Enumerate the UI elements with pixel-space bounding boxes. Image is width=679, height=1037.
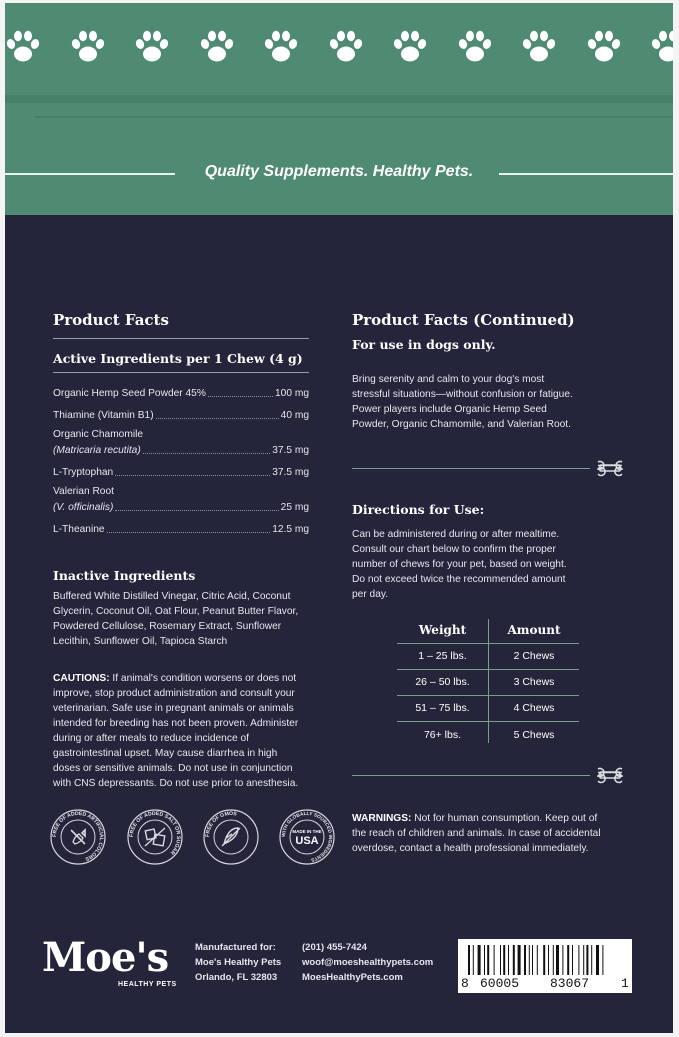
text-line: If animal's condition worsens or does not bbox=[109, 673, 297, 684]
text-line: Do not exceed twice the recommended amount bbox=[352, 574, 566, 585]
badge-usa-text: USA bbox=[295, 835, 319, 847]
table-cell-amount: 2 Chews bbox=[513, 650, 555, 662]
paw-icon bbox=[326, 27, 366, 67]
brand-subtitle: HEALTHY PETS bbox=[118, 981, 177, 988]
ingredient-name: Valerian Root bbox=[53, 486, 114, 497]
barcode-bar bbox=[518, 945, 521, 975]
left-column bbox=[53, 311, 309, 791]
email-address: woof@moeshealthypets.com bbox=[302, 957, 434, 968]
active-ingredients-heading: Active Ingredients per 1 Chew (4 g) bbox=[53, 351, 303, 366]
paw-icon bbox=[519, 27, 559, 67]
badge-made-in-text: MADE IN THE bbox=[292, 829, 322, 834]
barcode-bar bbox=[468, 945, 470, 975]
text-line: veterinarian. Safe use in pregnant animals or animals bbox=[53, 703, 294, 714]
manufactured-for-label: Manufactured for: bbox=[195, 942, 276, 953]
barcode-bar bbox=[586, 945, 588, 975]
badge-ring-text: FREE OF ADDED ARTIFICIAL COLORS bbox=[51, 810, 105, 862]
divider bbox=[352, 775, 590, 776]
package-back bbox=[5, 3, 673, 1033]
phone-number: (201) 455-7424 bbox=[302, 942, 367, 953]
paw-icon bbox=[132, 27, 172, 67]
barcode-bar bbox=[503, 945, 505, 975]
text-line: doses or sensitive animals. Do not use in conjunction bbox=[53, 763, 293, 774]
right-column bbox=[352, 311, 632, 602]
ingredient-latin: (Matricaria recutita) bbox=[53, 445, 141, 456]
warnings-text bbox=[352, 811, 632, 856]
text-line: with CNS depressants. Do not use prior to anesthesia. bbox=[53, 778, 299, 789]
ingredient-name: Organic Chamomile bbox=[53, 429, 144, 440]
contact-info bbox=[302, 940, 433, 985]
brand-name: Moe's bbox=[42, 934, 169, 981]
barcode-bar bbox=[596, 945, 599, 975]
barcode-digit: 8 bbox=[461, 976, 469, 991]
paw-icon bbox=[584, 27, 624, 67]
barcode-bar bbox=[513, 945, 515, 975]
barcode-bar bbox=[553, 945, 554, 975]
no-added-salt-sugar-badge bbox=[126, 808, 184, 866]
text-line: number of chews for your pet, based on weight. bbox=[352, 559, 567, 570]
barcode-bar bbox=[473, 945, 474, 975]
inactive-ingredients-text bbox=[53, 589, 309, 649]
barcode-digit: 1 bbox=[621, 976, 629, 991]
barcode-bar bbox=[572, 945, 573, 975]
barcode-icon bbox=[458, 939, 632, 993]
ingredient-name: Thiamine (Vitamin B1) bbox=[53, 410, 154, 421]
barcode-bars bbox=[468, 945, 622, 975]
text-line: during or after meals to reduce incidence of bbox=[53, 733, 249, 744]
paw-icon bbox=[197, 27, 237, 67]
ingredient-name: L-Theanine bbox=[53, 524, 105, 535]
directions-text bbox=[352, 527, 632, 602]
ingredient-row bbox=[53, 498, 309, 514]
ingredient-row bbox=[53, 514, 309, 536]
badge-ring-text: WITH GLOBALLY SOURCED INGREDIENTS bbox=[281, 811, 333, 862]
dogs-only-subtitle: For use in dogs only. bbox=[352, 337, 496, 352]
table-cell-amount: 4 Chews bbox=[513, 702, 555, 714]
intro-text bbox=[352, 372, 632, 432]
band-seam bbox=[35, 116, 673, 118]
tagline-text: Quality Supplements. Healthy Pets. bbox=[204, 163, 474, 180]
paw-icon bbox=[5, 27, 43, 67]
barcode-bar bbox=[524, 945, 526, 975]
text-line: per day. bbox=[352, 589, 389, 600]
text-line: intended for breeding has not been proven. Administer bbox=[53, 718, 299, 729]
product-facts-title: Product Facts bbox=[53, 311, 169, 329]
ingredient-amount: 12.5 mg bbox=[272, 524, 309, 535]
warnings-label: WARNINGS: bbox=[352, 813, 412, 824]
inactive-ingredients-heading: Inactive Ingredients bbox=[53, 568, 196, 583]
barcode-bar bbox=[487, 945, 489, 975]
table-cell-weight: 51 – 75 lbs. bbox=[415, 702, 470, 714]
ingredient-amount: 37.5 mg bbox=[272, 467, 309, 478]
product-facts-rule bbox=[53, 338, 309, 339]
barcode-bar bbox=[494, 945, 495, 975]
paw-icon bbox=[68, 27, 108, 67]
company-city: Orlando, FL 32803 bbox=[195, 972, 278, 983]
ingredient-row bbox=[53, 400, 309, 422]
barcode-bar bbox=[602, 945, 603, 975]
ingredient-row bbox=[53, 382, 309, 400]
barcode-bar bbox=[548, 945, 549, 975]
directions-heading: Directions for Use: bbox=[352, 502, 485, 517]
text-line: the reach of children and animals. In case of accidental bbox=[352, 828, 601, 839]
barcode-bar bbox=[578, 945, 579, 975]
barcode-bar bbox=[532, 945, 533, 975]
header-band bbox=[5, 3, 673, 215]
ingredient-row bbox=[53, 457, 309, 479]
table-cell-amount: 3 Chews bbox=[513, 676, 555, 688]
text-line: Bring serenity and calm to your dog's most bbox=[352, 374, 545, 385]
cautions-label: CAUTIONS: bbox=[53, 673, 110, 684]
text-line: Lecithin, Sunflower Oil, Tapioca Starch bbox=[53, 636, 228, 647]
barcode-bar bbox=[583, 945, 584, 975]
tagline-rule-right bbox=[499, 173, 673, 175]
text-line: gastrointestinal upset. May cause diarrhea in high bbox=[53, 748, 278, 759]
svg-text:FREE OF GMOS bbox=[205, 811, 238, 837]
barcode-bar bbox=[562, 945, 563, 975]
ingredient-latin: (V. officinalis) bbox=[53, 502, 114, 513]
active-ingredients-rule bbox=[53, 372, 309, 373]
table-cell-weight: 76+ lbs. bbox=[423, 729, 462, 741]
cautions-text bbox=[53, 671, 309, 791]
paw-icon bbox=[455, 27, 495, 67]
ingredient-amount: 40 mg bbox=[280, 410, 309, 421]
barcode-digit: 83067 bbox=[550, 976, 590, 991]
bone-icon bbox=[590, 458, 630, 478]
divider bbox=[352, 468, 590, 469]
free-of-gmos-badge bbox=[202, 808, 260, 866]
band-fold bbox=[5, 95, 673, 103]
company-name: Moe's Healthy Pets bbox=[195, 957, 282, 968]
website-url: MoesHealthyPets.com bbox=[302, 972, 403, 983]
table-cell-amount: 5 Chews bbox=[513, 729, 555, 741]
text-line: improve, stop product administration and consult your bbox=[53, 688, 295, 699]
barcode-digit: 60005 bbox=[480, 976, 520, 991]
bone-icon bbox=[590, 765, 630, 785]
barcode-bar bbox=[508, 945, 509, 975]
text-line: Consult our chart below to confirm the proper bbox=[352, 544, 556, 555]
ingredient-amount: 25 mg bbox=[280, 502, 309, 513]
product-facts-continued-title: Product Facts (Continued) bbox=[352, 311, 575, 329]
barcode-bar bbox=[537, 945, 538, 975]
paw-icon bbox=[261, 27, 301, 67]
table-cell-weight: 1 – 25 lbs. bbox=[418, 650, 467, 662]
no-artificial-colors-badge bbox=[49, 808, 107, 866]
ingredient-name: L-Tryptophan bbox=[53, 467, 114, 478]
manufacturer-info bbox=[195, 940, 281, 985]
tagline-rule-left bbox=[5, 173, 175, 175]
text-line: Powder, Organic Chamomile, and Valerian Root. bbox=[352, 419, 571, 430]
text-line: stressful situations—without confusion or fatigue. bbox=[352, 389, 573, 400]
barcode-bar bbox=[500, 945, 501, 975]
text-line: Glycerin, Coconut Oil, Oat Flour, Peanut Butter Flavor, bbox=[53, 606, 299, 617]
made-in-usa-badge bbox=[278, 808, 336, 866]
barcode-bar bbox=[556, 945, 559, 975]
ingredient-amount: 37.5 mg bbox=[272, 445, 309, 456]
badge-ring-text: FREE OF GMOS bbox=[204, 810, 238, 838]
tagline bbox=[5, 161, 673, 185]
table-header-amount: Amount bbox=[507, 623, 561, 637]
ingredient-row bbox=[53, 441, 309, 457]
barcode-bar bbox=[591, 945, 592, 975]
paw-icon bbox=[648, 27, 673, 67]
paw-icon bbox=[390, 27, 430, 67]
text-line: Not for human consumption. Keep out of bbox=[411, 813, 598, 824]
text-line: Powdered Cellulose, Rosemary Extract, Sunflower bbox=[53, 621, 282, 632]
barcode-bar bbox=[529, 945, 530, 975]
text-line: Can be administered during or after mealtime. bbox=[352, 529, 560, 540]
table-cell-weight: 26 – 50 lbs. bbox=[415, 676, 470, 688]
barcode-bar bbox=[484, 945, 485, 975]
ingredient-amount: 100 mg bbox=[275, 388, 309, 399]
ingredient-name: Organic Hemp Seed Powder 45% bbox=[53, 388, 206, 399]
moes-logo bbox=[42, 935, 182, 993]
text-line: Power players include Organic Hemp Seed bbox=[352, 404, 547, 415]
ingredient-list bbox=[53, 382, 309, 536]
barcode-bar bbox=[478, 945, 481, 975]
text-line: overdose, contact a health professional immediately. bbox=[352, 843, 589, 854]
table-header-weight: Weight bbox=[418, 623, 467, 637]
barcode-bar bbox=[567, 945, 569, 975]
barcode-bar bbox=[543, 945, 545, 975]
text-line: Buffered White Distilled Vinegar, Citric Acid, Coconut bbox=[53, 591, 291, 602]
badge-ring-text: FREE OF ADDED SALT OR SUGAR bbox=[128, 810, 182, 856]
